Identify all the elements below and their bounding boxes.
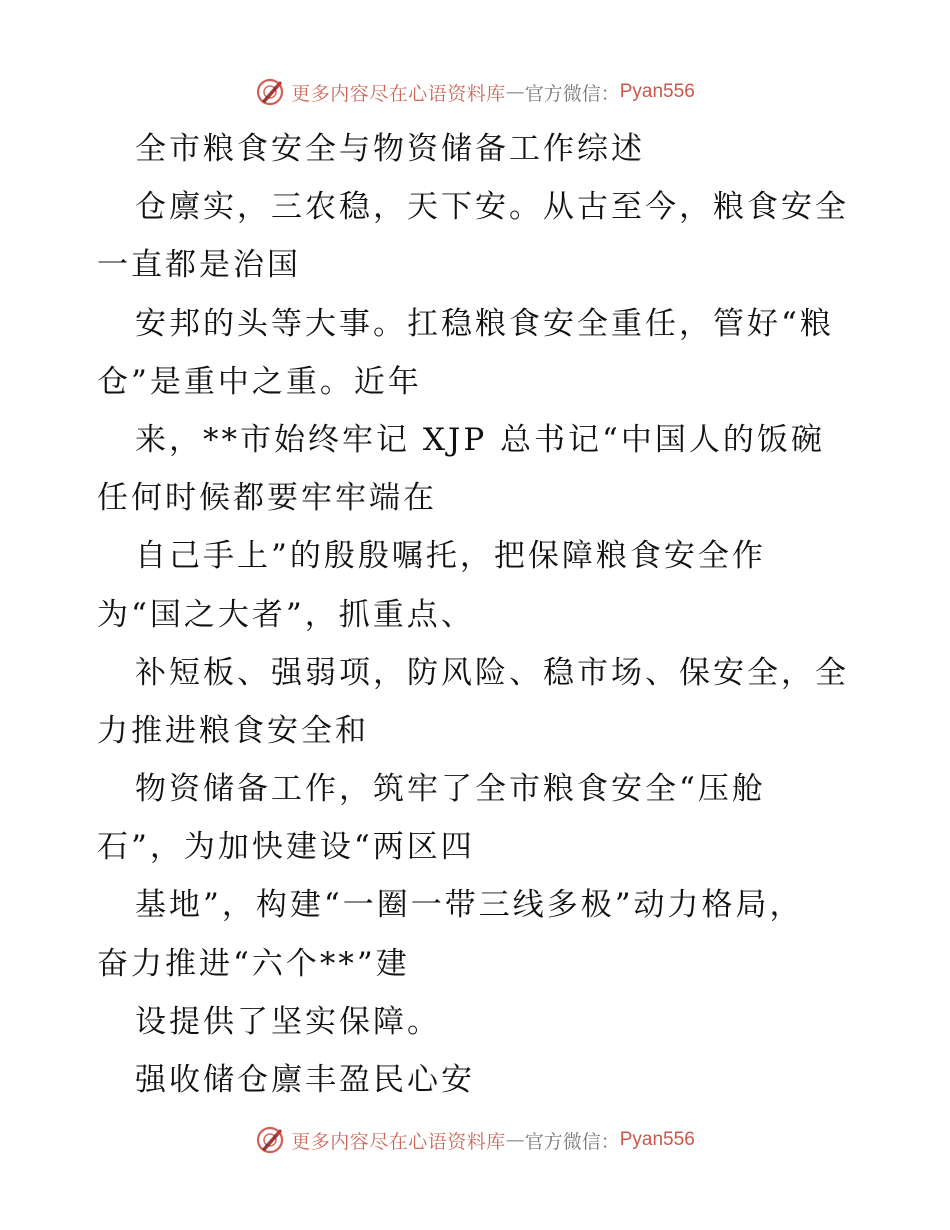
paragraph-line: 力推进粮食安全和 [97,712,369,749]
paragraph-line: 为“国之大者”，抓重点、 [97,596,475,633]
paragraph-line: 补短板、强弱项，防风险、稳市场、保安全，全 [135,654,849,691]
brush-logo-icon [255,77,285,107]
watermark-header [0,72,950,112]
paragraph-line: 仓”是重中之重。近年 [97,363,422,400]
paragraph-line: 自己手上”的殷殷嘱托，把保障粮食安全作 [135,538,766,575]
paragraph-line: 仓廪实，三农稳，天下安。从古至今，粮食安全 [135,189,849,226]
paragraph-line: 物资储备工作，筑牢了全市粮食安全“压舱 [135,771,766,808]
watermark-wechat-id: Pyan556 [619,81,695,102]
paragraph-line: 奋力推进“六个**”建 [97,945,410,982]
watermark-official-label: 官方微信： [524,1130,620,1153]
watermark-dash: — [505,81,525,103]
paragraph-line: 任何时候都要牢牢端在 [97,480,437,517]
paragraph-line: 石”，为加快建设“两区四 [97,829,475,866]
watermark-wechat-id: Pyan556 [619,1129,695,1150]
paragraph-line: 设提供了坚实保障。 [135,1003,441,1040]
watermark-official-label: 官方微信： [524,82,620,105]
paragraph-line: 一直都是治国 [97,247,301,284]
watermark-dash: — [505,1129,525,1151]
watermark-site-text: 更多内容尽在心语资料库 [291,1130,506,1153]
watermark-site-text: 更多内容尽在心语资料库 [291,82,506,105]
document-title: 全市粮食安全与物资储备工作综述 [135,131,645,167]
watermark-footer [0,1120,950,1160]
paragraph-line: 来，**市始终牢记 XJP 总书记“中国人的饭碗 [135,421,825,458]
paragraph-line: 基地”，构建“一圈一带三线多极”动力格局， [135,887,804,924]
brush-logo-icon [255,1125,285,1155]
paragraph-line: 安邦的头等大事。扛稳粮食安全重任，管好“粮 [135,305,834,342]
section-heading: 强收储仓廪丰盈民心安 [135,1062,475,1098]
document-body [97,120,857,1109]
